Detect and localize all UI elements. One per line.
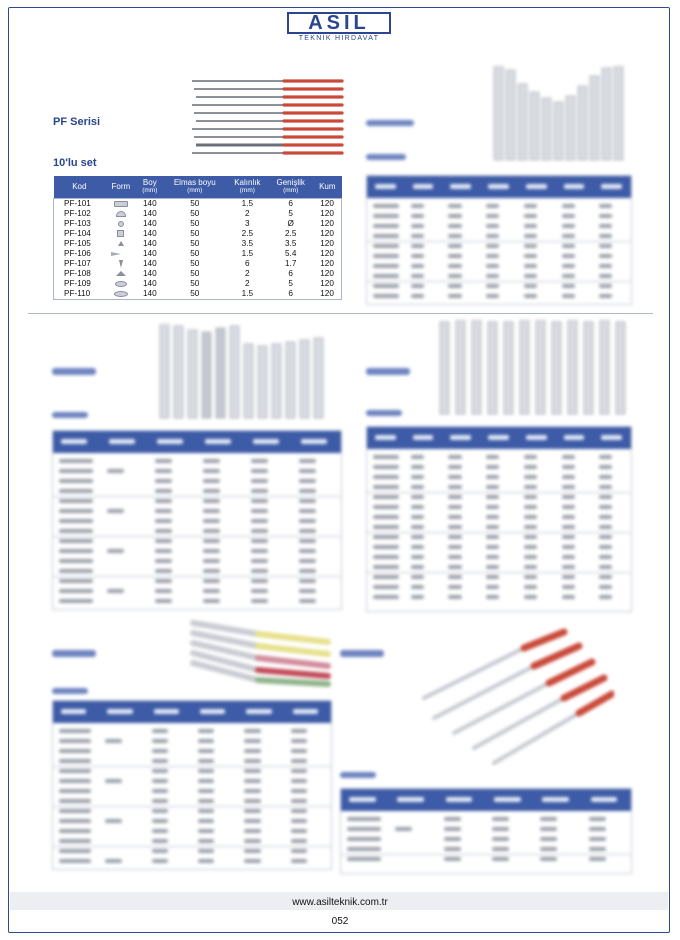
cell-kum: 120 bbox=[320, 279, 334, 288]
cell-elmas: 50 bbox=[190, 219, 200, 228]
cell-elmas: 50 bbox=[190, 259, 200, 268]
cell-kum: 120 bbox=[320, 289, 334, 298]
spec-header-0: Kod bbox=[54, 176, 106, 199]
cell-genislik: 5 bbox=[288, 209, 293, 218]
cell-kod: PF-109 bbox=[64, 279, 91, 288]
cell-kalinlik: 3.5 bbox=[241, 239, 254, 248]
cell-genislik: 6 bbox=[288, 199, 293, 208]
cell-boy: 140 bbox=[142, 219, 157, 228]
cell-kum: 120 bbox=[320, 229, 334, 238]
cell-kum: 120 bbox=[320, 199, 334, 208]
cell-kod: PF-107 bbox=[64, 259, 91, 268]
cell-elmas: 50 bbox=[190, 229, 200, 238]
blurred-table-2 bbox=[52, 430, 342, 610]
cell-form bbox=[105, 249, 136, 259]
spec-header-3: Elmas boyu (mm) bbox=[163, 176, 226, 199]
square-profile-icon bbox=[117, 230, 124, 237]
spec-header-6: Kum bbox=[313, 176, 341, 199]
cell-boy: 140 bbox=[142, 249, 157, 258]
cell-boy: 140 bbox=[142, 279, 157, 288]
cell-elmas: 50 bbox=[190, 289, 200, 298]
oval-profile-icon bbox=[114, 291, 128, 297]
cell-form bbox=[105, 259, 136, 269]
half-round-profile-icon bbox=[116, 211, 126, 217]
cell-kalinlik: 3 bbox=[245, 219, 250, 228]
cell-form bbox=[105, 279, 136, 289]
cell-kalinlik: 1.5 bbox=[241, 289, 254, 298]
table-row bbox=[54, 199, 342, 210]
crossing-profile-icon bbox=[115, 281, 127, 287]
cell-elmas: 50 bbox=[190, 279, 200, 288]
cell-elmas: 50 bbox=[190, 269, 200, 278]
spec-table-header bbox=[54, 176, 342, 199]
cell-elmas: 50 bbox=[190, 239, 200, 248]
cell-kum: 120 bbox=[320, 259, 334, 268]
spec-header-4: Kalınlık (mm) bbox=[226, 176, 268, 199]
cell-boy: 140 bbox=[142, 269, 157, 278]
cell-kod: PF-101 bbox=[64, 199, 91, 208]
cell-form bbox=[105, 229, 136, 239]
blurred-table-5 bbox=[340, 788, 632, 874]
blurred-section-top-right bbox=[362, 62, 632, 308]
spec-header-1: Form bbox=[105, 176, 136, 199]
table-row bbox=[54, 249, 342, 259]
equaling-profile-icon bbox=[116, 271, 126, 276]
spec-header-5: Genişlik (mm) bbox=[268, 176, 313, 199]
cell-form bbox=[105, 199, 136, 210]
brand-name: ASIL bbox=[308, 12, 370, 34]
table-row bbox=[54, 289, 342, 300]
cell-kalinlik: 2.5 bbox=[241, 229, 254, 238]
cell-form bbox=[105, 239, 136, 249]
cell-kalinlik: 6 bbox=[245, 259, 250, 268]
brand-logo bbox=[287, 12, 391, 44]
cell-form bbox=[105, 219, 136, 229]
cell-form bbox=[105, 289, 136, 300]
cell-form bbox=[105, 209, 136, 219]
cell-kod: PF-106 bbox=[64, 249, 91, 258]
spec-table bbox=[53, 176, 342, 300]
cell-form bbox=[105, 269, 136, 279]
cell-elmas: 50 bbox=[190, 199, 200, 208]
blurred-table-1 bbox=[366, 175, 632, 305]
cell-boy: 140 bbox=[142, 289, 157, 298]
table-row bbox=[54, 279, 342, 289]
set-label: 10'lu set bbox=[53, 157, 97, 169]
cell-kum: 120 bbox=[320, 219, 334, 228]
cell-kum: 120 bbox=[320, 239, 334, 248]
cell-kalinlik: 2 bbox=[245, 279, 250, 288]
cell-boy: 140 bbox=[142, 199, 157, 208]
blurred-section-mid-left bbox=[48, 320, 344, 610]
product-image-pf-set bbox=[188, 77, 348, 161]
cell-boy: 140 bbox=[142, 229, 157, 238]
blurred-section-bottom-left bbox=[48, 618, 344, 870]
brand-tagline: TEKNİK HIRDAVAT bbox=[298, 35, 380, 42]
knife-profile-icon bbox=[111, 252, 131, 256]
cell-kod: PF-110 bbox=[64, 289, 91, 298]
cell-kod: PF-103 bbox=[64, 219, 91, 228]
cell-kalinlik: 1.5 bbox=[241, 199, 254, 208]
cell-kalinlik: 2 bbox=[245, 209, 250, 218]
cell-kum: 120 bbox=[320, 269, 334, 278]
blurred-section-mid-right bbox=[362, 320, 632, 610]
triangle-profile-icon bbox=[118, 241, 124, 246]
table-row bbox=[54, 229, 342, 239]
cell-kod: PF-105 bbox=[64, 239, 91, 248]
cell-kalinlik: 2 bbox=[245, 269, 250, 278]
round-profile-icon bbox=[118, 221, 124, 227]
cell-boy: 140 bbox=[142, 259, 157, 268]
page-number: 052 bbox=[331, 916, 349, 927]
barrette-profile-icon bbox=[119, 260, 123, 268]
cell-boy: 140 bbox=[142, 209, 157, 218]
cell-elmas: 50 bbox=[190, 209, 200, 218]
table-row bbox=[54, 269, 342, 279]
cell-kalinlik: 1.5 bbox=[241, 249, 254, 258]
cell-kod: PF-108 bbox=[64, 269, 91, 278]
table-row bbox=[54, 209, 342, 219]
table-row bbox=[54, 259, 342, 269]
footer-url: www.asilteknik.com.tr bbox=[292, 897, 388, 908]
table-row bbox=[54, 219, 342, 229]
cell-elmas: 50 bbox=[190, 249, 200, 258]
cell-genislik: 5.4 bbox=[285, 249, 297, 258]
blurred-table-4 bbox=[52, 700, 332, 870]
cell-kum: 120 bbox=[320, 249, 334, 258]
cell-genislik: 5 bbox=[288, 279, 293, 288]
cell-genislik: Ø bbox=[287, 219, 294, 228]
cell-kum: 120 bbox=[320, 209, 334, 218]
cell-boy: 140 bbox=[142, 239, 157, 248]
cell-genislik: 1.7 bbox=[285, 259, 297, 268]
cell-genislik: 3.5 bbox=[285, 239, 297, 248]
cell-kod: PF-104 bbox=[64, 229, 91, 238]
table-row bbox=[54, 239, 342, 249]
cell-kod: PF-102 bbox=[64, 209, 91, 218]
flat-profile-icon bbox=[114, 201, 128, 207]
blurred-table-3 bbox=[366, 426, 632, 612]
cell-genislik: 2.5 bbox=[285, 229, 297, 238]
blurred-section-bottom-right bbox=[336, 618, 632, 874]
section-title: PF Serisi bbox=[53, 116, 101, 128]
spec-header-2: Boy (mm) bbox=[137, 176, 164, 199]
section-divider bbox=[28, 313, 653, 314]
cell-genislik: 6 bbox=[288, 289, 293, 298]
cell-genislik: 6 bbox=[288, 269, 293, 278]
